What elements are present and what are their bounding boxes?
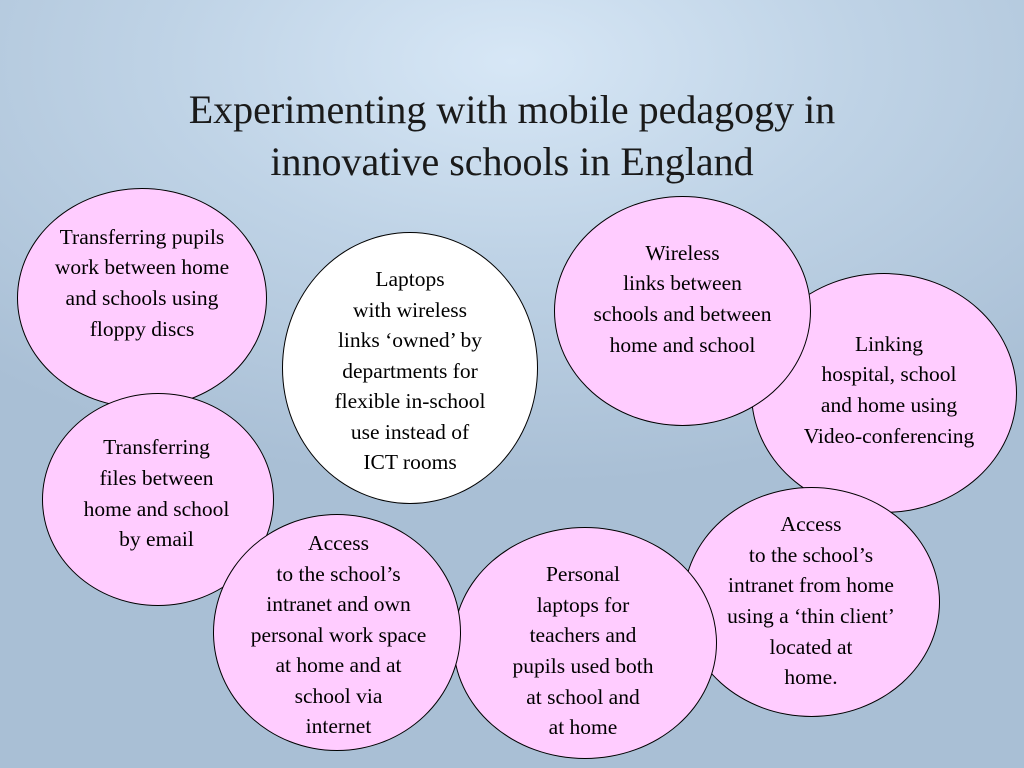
title-line-2: innovative schools in England: [270, 139, 754, 184]
bubble-intranet-work-space-text: Access to the school’s intranet and own personal work space at home and at school via internet: [250, 530, 427, 739]
bubble-wireless-links: [554, 196, 811, 426]
bubble-thin-client: [683, 487, 940, 717]
bubble-laptops-wireless-text: Laptops with wireless links ‘owned’ by departments for flexible in-school use instead of ICT rooms: [334, 266, 486, 475]
bubble-floppy-discs: [17, 188, 267, 408]
bubble-floppy-discs-text: Transferring pupils work between home and schools using floppy discs: [54, 224, 230, 341]
bubble-email-text: Transferring files between home and school by email: [83, 435, 230, 552]
bubble-video-conferencing-text: Linking hospital, school and home using Video-conferencing: [803, 331, 975, 448]
title-line-1: Experimenting with mobile pedagogy in: [188, 87, 836, 132]
bubble-personal-laptops: [453, 527, 717, 759]
bubble-intranet-work-space: [213, 514, 461, 751]
bubble-laptops-wireless: [282, 232, 538, 504]
bubble-personal-laptops-text: Personal laptops for teachers and pupils used both at school and at home: [512, 562, 654, 740]
bubble-thin-client-text: Access to the school’s intranet from home using a ‘thin client’ located at home.: [727, 512, 895, 690]
bubble-wireless-links-text: Wireless links between schools and between home and school: [593, 240, 772, 357]
slide-title: [0, 84, 1024, 188]
